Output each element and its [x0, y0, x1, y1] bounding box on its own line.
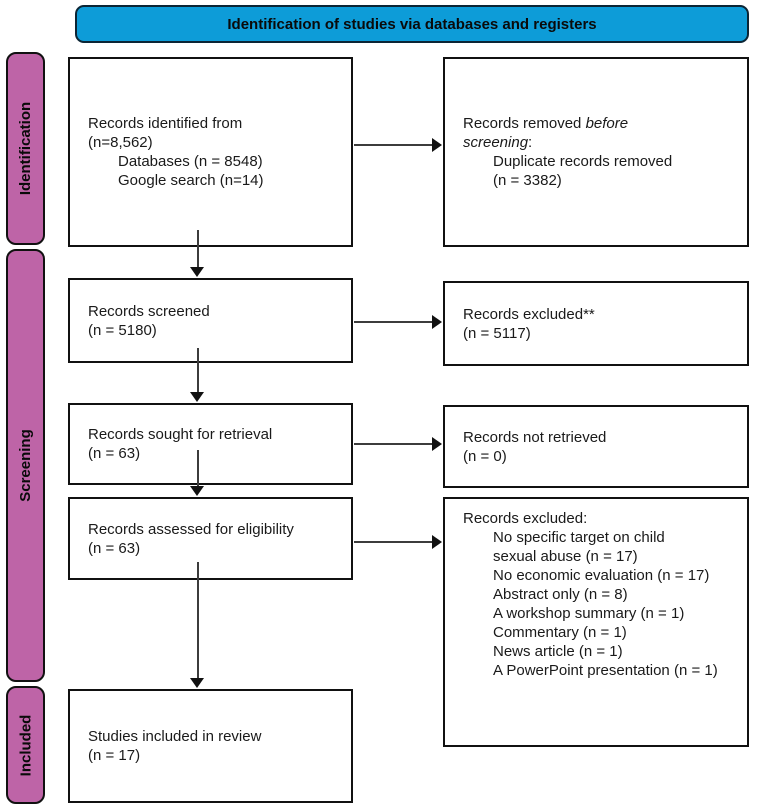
right-arrow-line-4 [354, 541, 433, 543]
box-text-line: sexual abuse (n = 17) [493, 548, 638, 565]
box-text-line: Records removed before [463, 115, 629, 132]
box-records-excluded-screening [443, 281, 749, 366]
right-arrowhead-icon-1 [432, 138, 442, 152]
box-text-line: Records identified from [88, 115, 243, 132]
box-text-line: Records not retrieved [463, 428, 607, 446]
down-arrow-line-1 [197, 230, 199, 268]
box-text-line: (n = 17) [88, 747, 141, 764]
down-arrowhead-icon-2 [190, 392, 204, 402]
header-title: Identification of studies via databases and registers [227, 15, 597, 33]
box-text-line: Records screened [88, 302, 210, 320]
stage-bar-included [6, 686, 45, 804]
box-text-line: A workshop summary (n = 1) [493, 605, 685, 622]
box-text-line: Commentary (n = 1) [493, 624, 627, 641]
box-text-line: (n = 0) [463, 447, 507, 465]
right-arrowhead-icon-4 [432, 535, 442, 549]
box-text-line: (n = 63) [88, 539, 141, 557]
box-studies-included [68, 689, 353, 803]
box-records-sought-retrieval [68, 403, 353, 485]
stage-bar-screening [6, 249, 45, 682]
down-arrow-line-2 [197, 348, 199, 393]
right-arrowhead-icon-2 [432, 315, 442, 329]
down-arrow-line-3 [197, 450, 199, 487]
stage-bar-identification [6, 52, 45, 245]
down-arrowhead-icon-4 [190, 678, 204, 688]
box-text-line: Abstract only (n = 8) [493, 586, 628, 603]
box-text-line: Google search (n=14) [118, 172, 264, 189]
box-text-line: screening: [463, 134, 533, 151]
box-records-excluded-eligibility [443, 497, 749, 747]
box-text-line: No specific target on child [493, 529, 665, 546]
box-text-line: A PowerPoint presentation (n = 1) [493, 662, 718, 679]
down-arrow-line-4 [197, 562, 199, 679]
box-text-line: Duplicate records removed [493, 153, 673, 170]
right-arrow-line-3 [354, 443, 433, 445]
box-text-line: Databases (n = 8548) [118, 153, 263, 170]
right-arrowhead-icon-3 [432, 437, 442, 451]
box-records-assessed-eligibility [68, 497, 353, 580]
box-records-screened [68, 278, 353, 363]
box-records-removed-before-screening [443, 57, 749, 247]
stage-label-screening: Screening [17, 429, 34, 502]
box-records-not-retrieved [443, 405, 749, 488]
box-text-line: (n = 3382) [493, 172, 562, 189]
box-records-identified [68, 57, 353, 247]
box-text-line: Studies included in review [88, 728, 262, 745]
right-arrow-line-2 [354, 321, 433, 323]
down-arrowhead-icon-3 [190, 486, 204, 496]
box-text-line: Records excluded** [463, 305, 595, 323]
box-text-line: News article (n = 1) [493, 643, 623, 660]
stage-label-identification: Identification [17, 101, 34, 196]
box-text-line: (n = 5117) [463, 324, 531, 342]
box-text-line: Records assessed for eligibility [88, 520, 294, 538]
box-text-line: Records sought for retrieval [88, 426, 273, 443]
header-banner [75, 5, 749, 43]
stage-label-included: Included [17, 714, 35, 776]
right-arrow-line-1 [354, 144, 433, 146]
box-text-line: Records excluded: [463, 510, 588, 527]
down-arrowhead-icon-1 [190, 267, 204, 277]
box-text-line: (n = 5180) [88, 321, 157, 339]
box-text-line: (n=8,562) [88, 134, 153, 151]
box-text-line: No economic evaluation (n = 17) [493, 567, 710, 584]
box-text-line: (n = 63) [88, 445, 141, 462]
